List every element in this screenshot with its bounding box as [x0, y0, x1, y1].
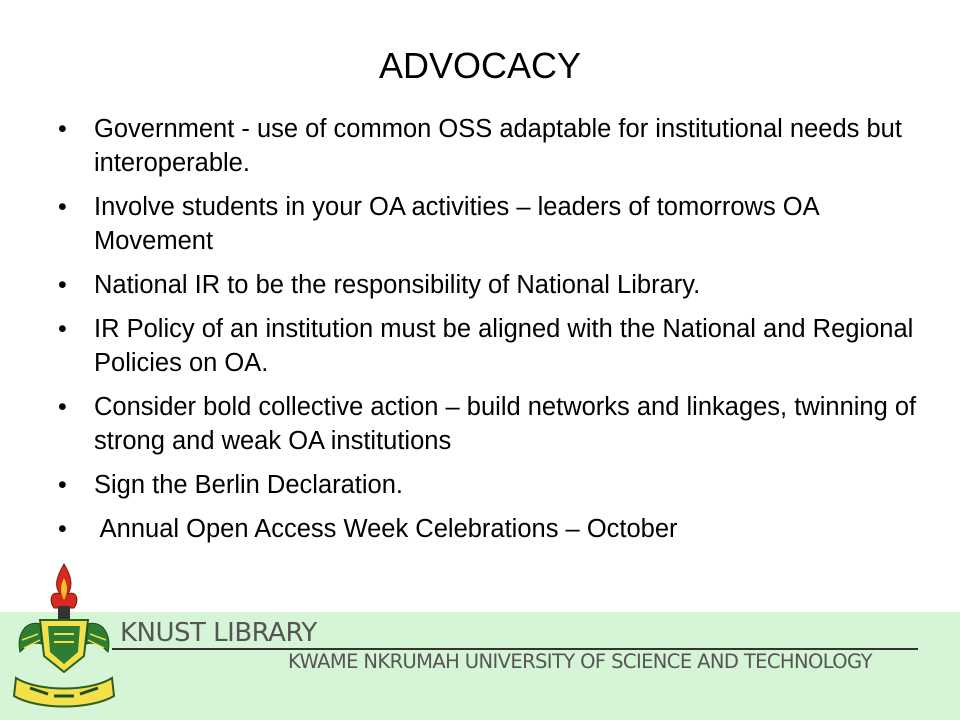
bullet-item	[58, 112, 918, 180]
bullet-marker: •	[58, 271, 67, 299]
bullet-item	[58, 468, 918, 502]
bullet-text: Sign the Berlin Declaration.	[94, 471, 404, 499]
bullet-text: Consider bold collective action – build networks and linkages, twinning of strong and weak OA institutions	[94, 393, 917, 455]
knust-crest-icon	[8, 560, 120, 715]
bullet-marker: •	[58, 515, 67, 543]
bullet-text: Involve students in your OA activities – leaders of tomorrows OA Movement	[94, 193, 819, 255]
bullet-list	[58, 112, 918, 556]
bullet-marker: •	[58, 393, 67, 421]
bullet-item	[58, 512, 918, 546]
bullet-text: Annual Open Access Week Celebrations – October	[94, 515, 678, 543]
bullet-item	[58, 312, 918, 380]
bullet-item	[58, 390, 918, 458]
bullet-text: Government - use of common OSS adaptable for institutional needs but interoperable.	[94, 115, 902, 177]
bullet-item	[58, 268, 918, 302]
bullet-text: National IR to be the responsibility of National Library.	[94, 271, 701, 299]
slide-title: ADVOCACY	[378, 45, 582, 86]
bullet-item	[58, 190, 918, 258]
university-name: KWAME NKRUMAH UNIVERSITY OF SCIENCE AND TECHNOLOGY	[288, 650, 872, 673]
bullet-marker: •	[58, 471, 67, 499]
bullet-text: IR Policy of an institution must be aligned with the National and Regional Policies on OA.	[94, 315, 914, 377]
bullet-marker: •	[58, 115, 67, 143]
bullet-marker: •	[58, 193, 67, 221]
bullet-marker: •	[58, 315, 67, 343]
library-name: KNUST LIBRARY	[120, 618, 317, 648]
